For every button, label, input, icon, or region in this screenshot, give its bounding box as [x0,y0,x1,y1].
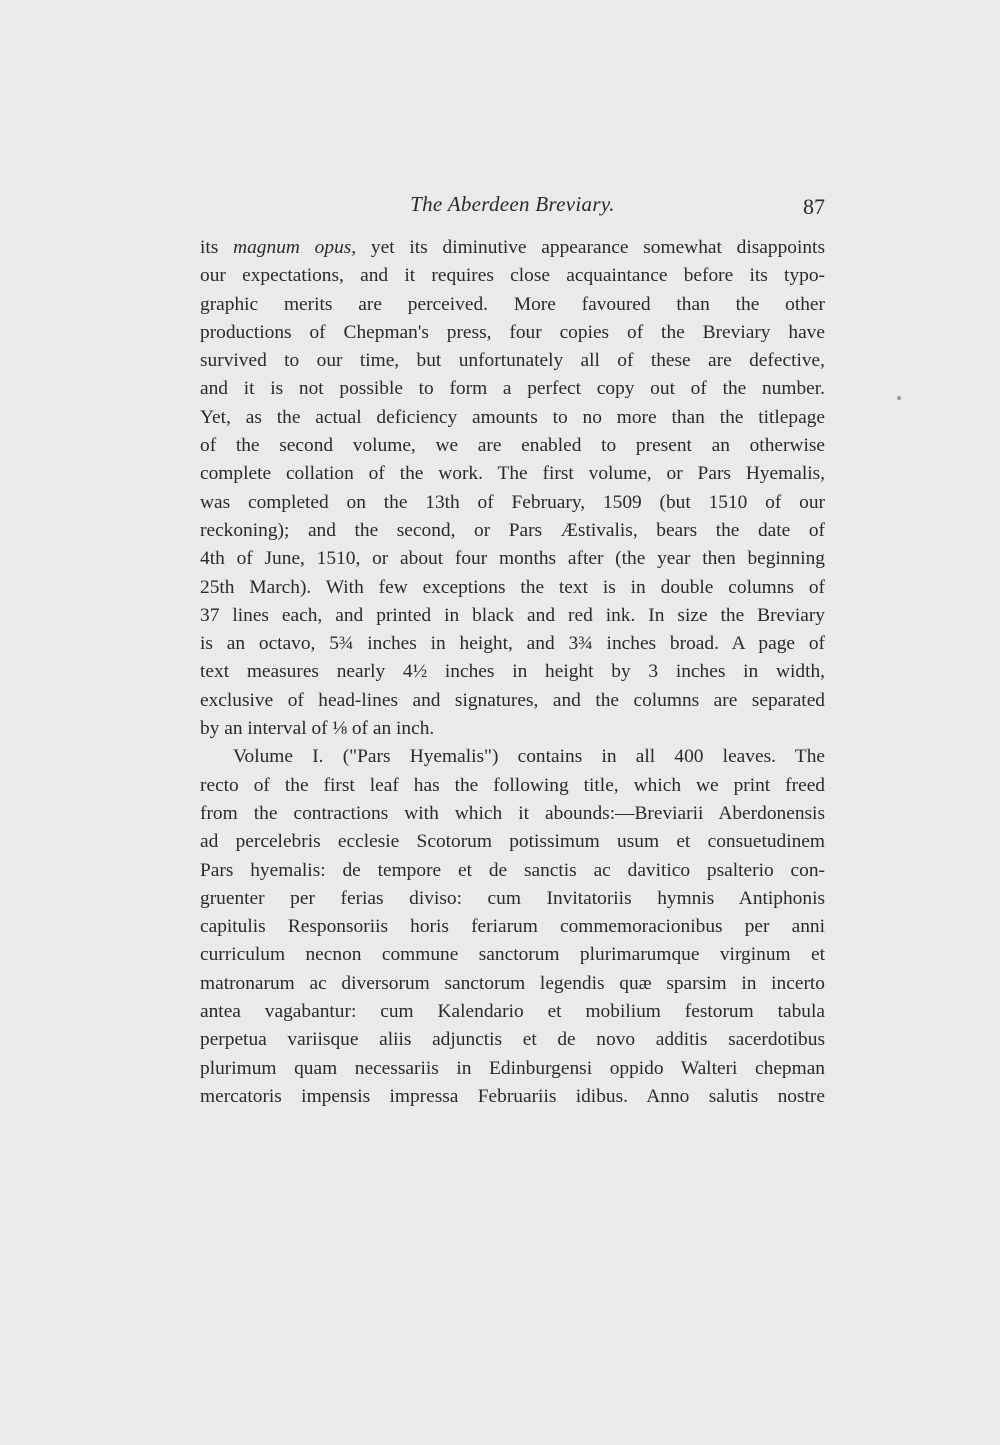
text-line: Yet, as the actual deficiency amounts to no more than the titlepage [200,406,825,428]
text-line: from the contractions with which it abounds:—Breviarii Aberdonensis [200,802,825,824]
text-line: our expectations, and it requires close acquaintance before its typo- [200,265,825,287]
italic-phrase: magnum opus, [233,237,357,258]
text-line: ad percelebris ecclesie Scotorum potissimum usum et consuetudinem [200,831,825,853]
text-line: its magnum opus, yet its diminutive appearance somewhat disappoints [200,237,825,258]
text-line: is an octavo, 5¾ inches in height, and 3¾ inches broad. A page of [200,633,825,655]
text-line: reckoning); and the second, or Pars Æstivalis, bears the date of [200,519,825,541]
text-line: exclusive of head-lines and signatures, and the columns are separated [200,689,825,711]
text-line: capitulis Responsoriis horis feriarum commemoracionibus per anni [200,916,825,938]
text-line: curriculum necnon commune sanctorum plurimarumque virginum et [200,944,825,966]
text-line: mercatoris impensis impressa Februariis idibus. Anno salutis nostre [200,1085,825,1107]
text-line: 4th of June, 1510, or about four months after (the year then beginning [200,548,825,570]
text-line-paragraph-end: by an interval of ⅛ of an inch. [200,718,435,740]
running-head [200,192,825,222]
text-line: plurimum quam necessariis in Edinburgensi oppido Walteri chepman [200,1057,825,1079]
page-number: 87 [803,194,825,219]
text-line: text measures nearly 4½ inches in height by 3 inches in width, [200,661,825,683]
text-line: recto of the first leaf has the following title, which we print freed [200,774,825,796]
text-line: and it is not possible to form a perfect copy out of the number. [200,378,825,400]
text-line: survived to our time, but unfortunately all of these are defective, [200,350,825,372]
running-title: The Aberdeen Breviary. [410,192,615,216]
text-line: 25th March). With few exceptions the text is in double columns of [200,576,825,598]
text-line: was completed on the 13th of February, 1509 (but 1510 of our [200,491,825,513]
text-line: productions of Chepman's press, four copies of the Breviary have [200,321,825,343]
text-line-paragraph-start: Volume I. ("Pars Hyemalis") contains in all 400 leaves. The [233,746,825,768]
text-line: complete collation of the work. The first volume, or Pars Hyemalis, [200,463,825,485]
paper-speck [897,396,901,400]
body-text [200,234,825,1111]
text-line: 37 lines each, and printed in black and red ink. In size the Breviary [200,604,825,626]
text-line: of the second volume, we are enabled to present an otherwise [200,435,825,457]
text-line: matronarum ac diversorum sanctorum legendis quæ sparsim in incerto [200,972,825,994]
text-line: Pars hyemalis: de tempore et de sanctis ac davitico psalterio con- [200,859,825,881]
text-line: gruenter per ferias diviso: cum Invitatoriis hymnis Antiphonis [200,887,825,909]
text-line: graphic merits are perceived. More favoured than the other [200,293,825,315]
text-line: antea vagabantur: cum Kalendario et mobilium festorum tabula [200,1001,825,1023]
text-line: perpetua variisque aliis adjunctis et de novo additis sacerdotibus [200,1029,825,1051]
